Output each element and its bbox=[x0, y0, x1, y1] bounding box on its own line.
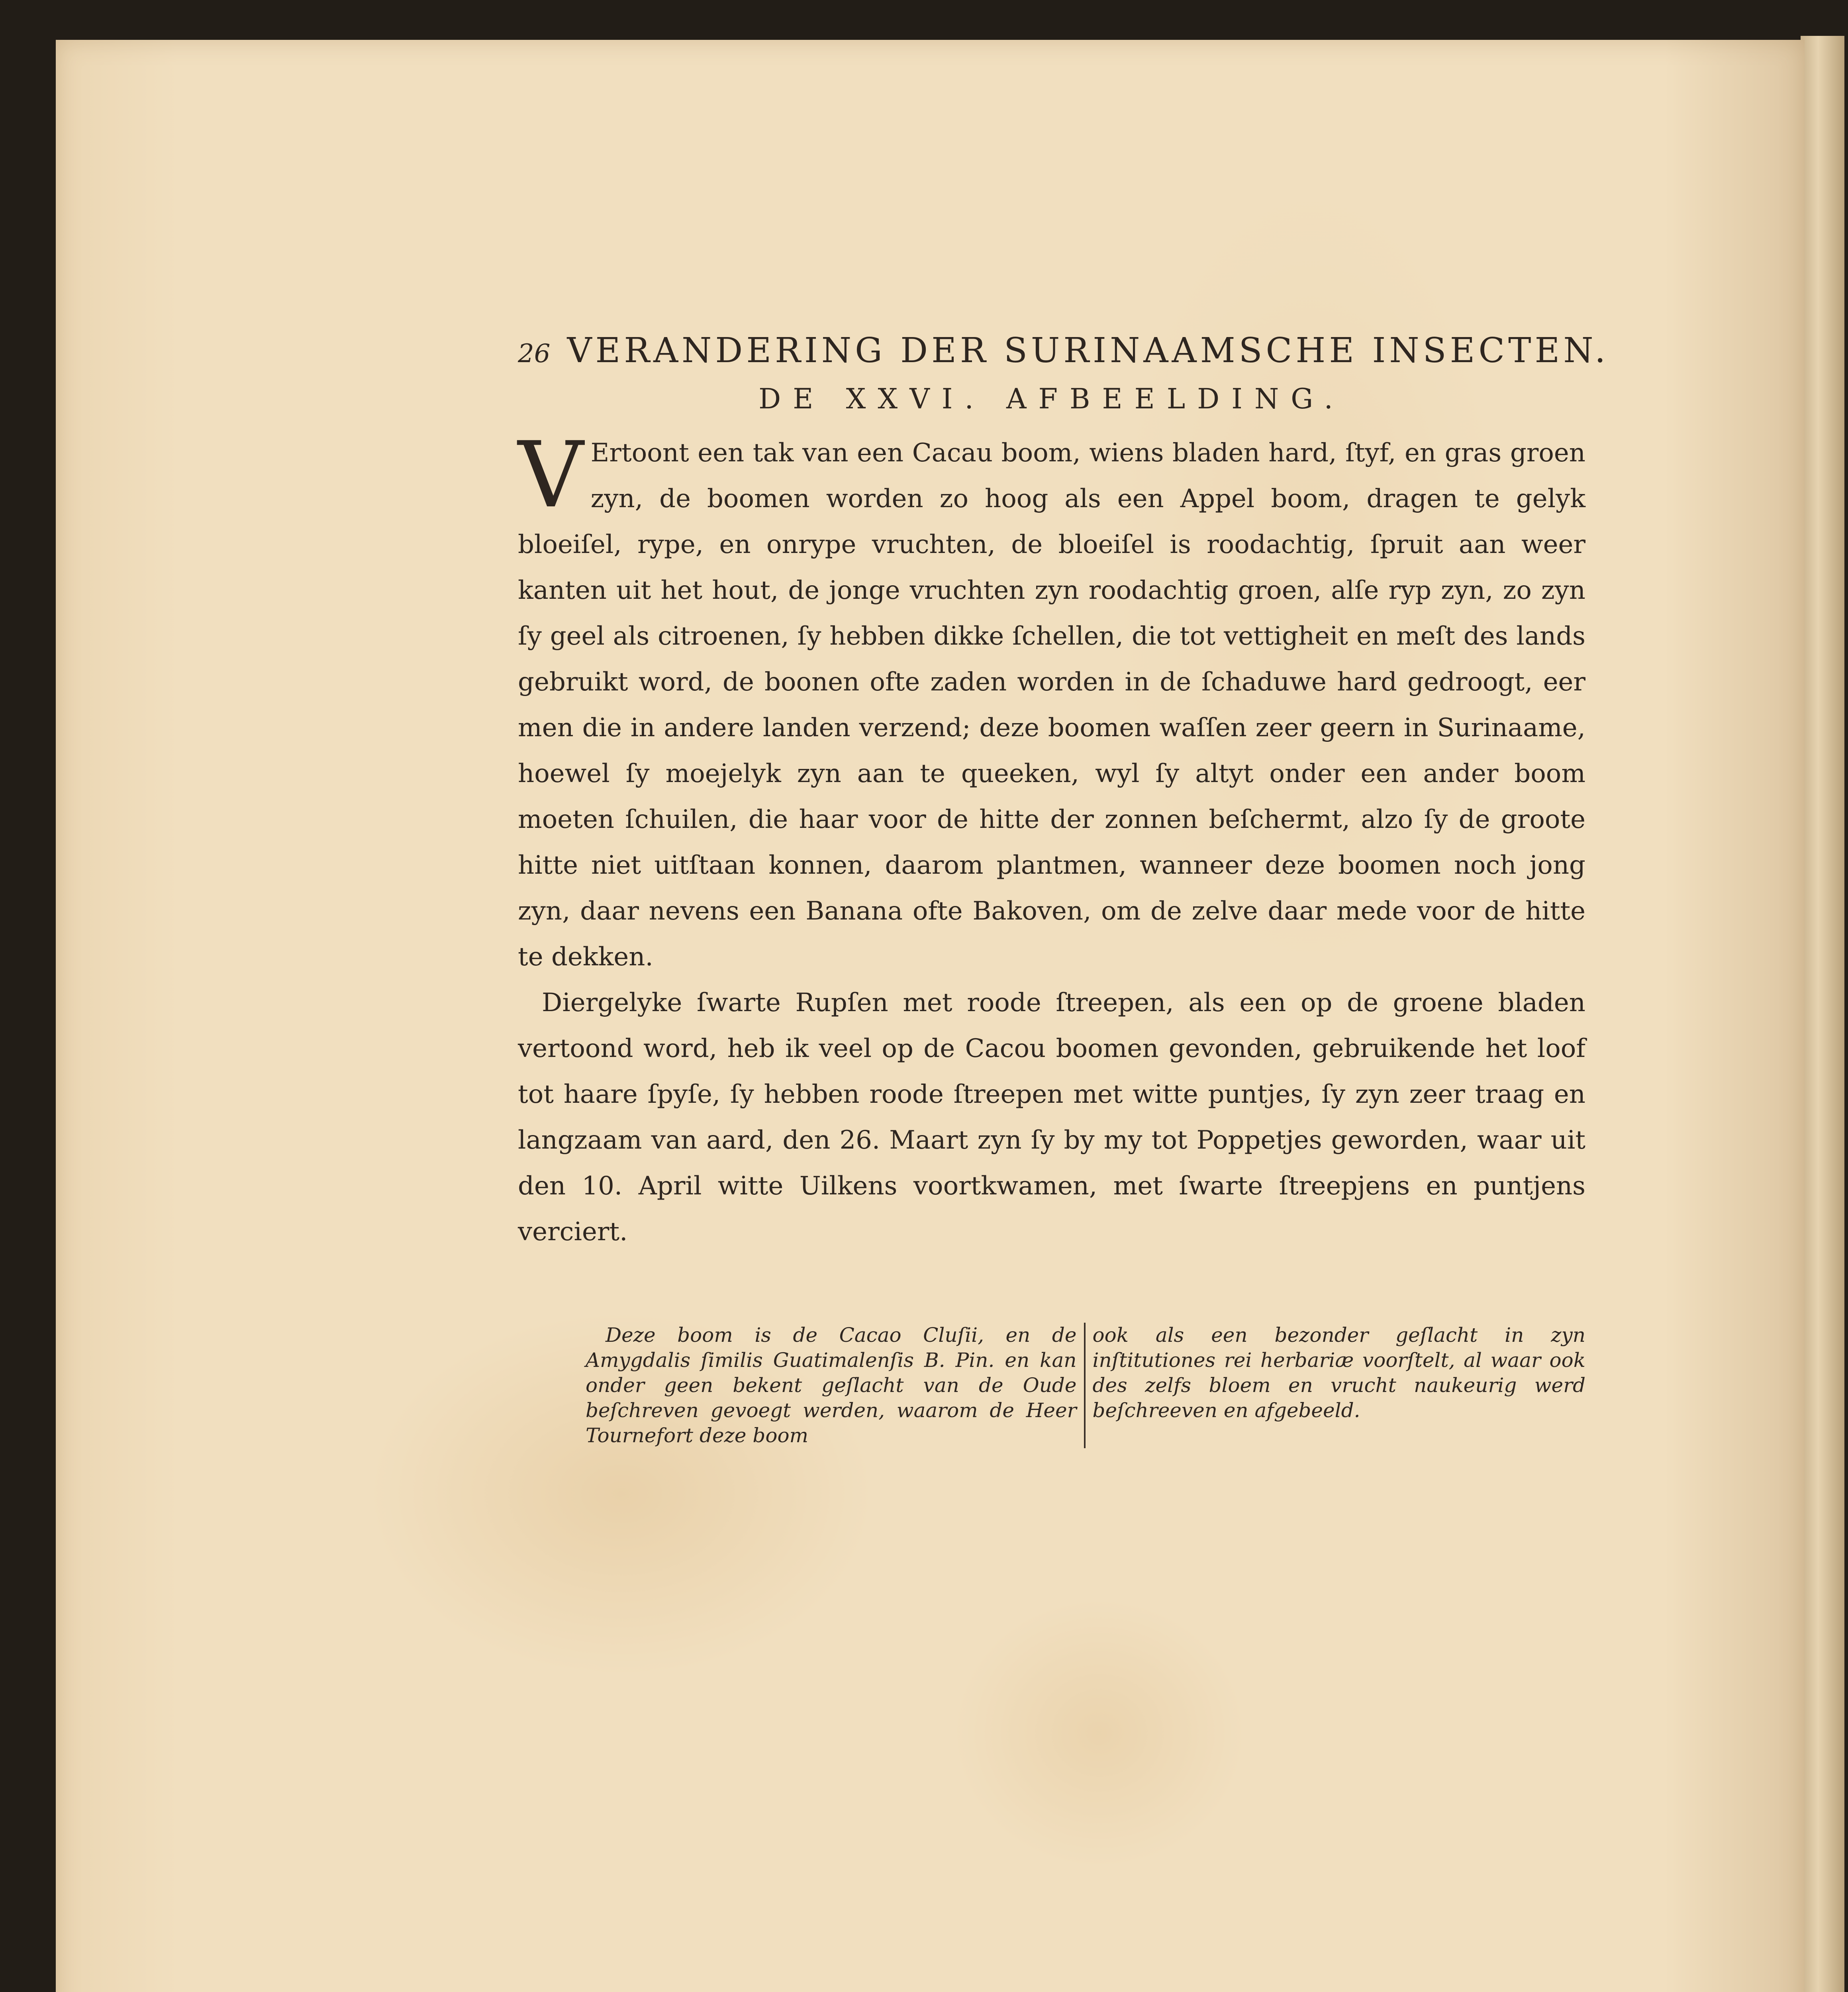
footnote bbox=[518, 1323, 1585, 1448]
footnote-right-column: ook als een bezonder geſlacht in zyn inſtitutiones rei herbariæ voorſtelt, al waar ook des zelfs bloem en vrucht naukeurig werd beſchreeven en afgebeeld. bbox=[1084, 1323, 1586, 1448]
next-page-edge bbox=[1801, 36, 1844, 1992]
running-header bbox=[518, 331, 1609, 374]
page-number: 26 bbox=[518, 339, 551, 369]
footnote-left-column: Deze boom is de Cacao Cluſii, en de Amygdalis ſimilis Guatimalenſis B. Pin. en kan onder geen bekent geſlacht van de Oude beſchreven gevoegt werden, waarom de Heer Tournefort deze boom bbox=[586, 1323, 1077, 1447]
drop-cap: V bbox=[518, 422, 584, 528]
running-title: VERANDERING DER SURINAAMSCHE INSECTEN. bbox=[567, 331, 1609, 371]
paragraph-1 bbox=[518, 422, 1585, 980]
plate-title: DE XXVI. AFBEELDING. bbox=[758, 382, 1345, 415]
page-content bbox=[518, 331, 1609, 1448]
paragraph-2: Diergelyke ſwarte Rupſen met roode ſtreepen, als een op de groene bladen vertoond word, heb ik veel op de Cacou boomen gevonden, gebruikende het loof tot haare ſpyſe, ſy hebben roode ſtreepen met witte puntjes, ſy zyn zeer traag en langzaam van aard, den 26. Maart zyn ſy by my tot Poppetjes geworden, waar uit den 10. April witte Uilkens voortkwamen, met ſwarte ſtreepjens en puntjens verciert. bbox=[518, 988, 1585, 1247]
paragraph-1-text: Ertoont een tak van een Cacau boom, wiens bladen hard, ſtyf, en gras groen zyn, de boomen worden zo hoog als een Appel boom, dragen te gelyk bloeiſel, rype, en onrype vruchten, de bloeiſel is roodachtig, ſpruit aan weer kanten uit het hout, de jonge vruchten zyn roodachtig groen, alſe ryp zyn, zo zyn ſy geel als citroenen, ſy hebben dikke ſchellen, die tot vettigheit en meſt des lands gebruikt word, de boonen ofte zaden worden in de ſchaduwe hard gedroogt, eer men die in andere landen verzend; deze boomen waſſen zeer geern in Surinaame, hoewel ſy moejelyk zyn aan te queeken, wyl ſy altyt onder een ander boom moeten ſchuilen, die haar voor de hitte der zonnen beſchermt, alzo ſy de groote hitte niet uitſtaan konnen, daarom plantmen, wanneer deze boomen noch jong zyn, daar nevens een Banana ofte Bakoven, om de zelve daar mede voor de hitte te dekken. bbox=[518, 438, 1585, 972]
